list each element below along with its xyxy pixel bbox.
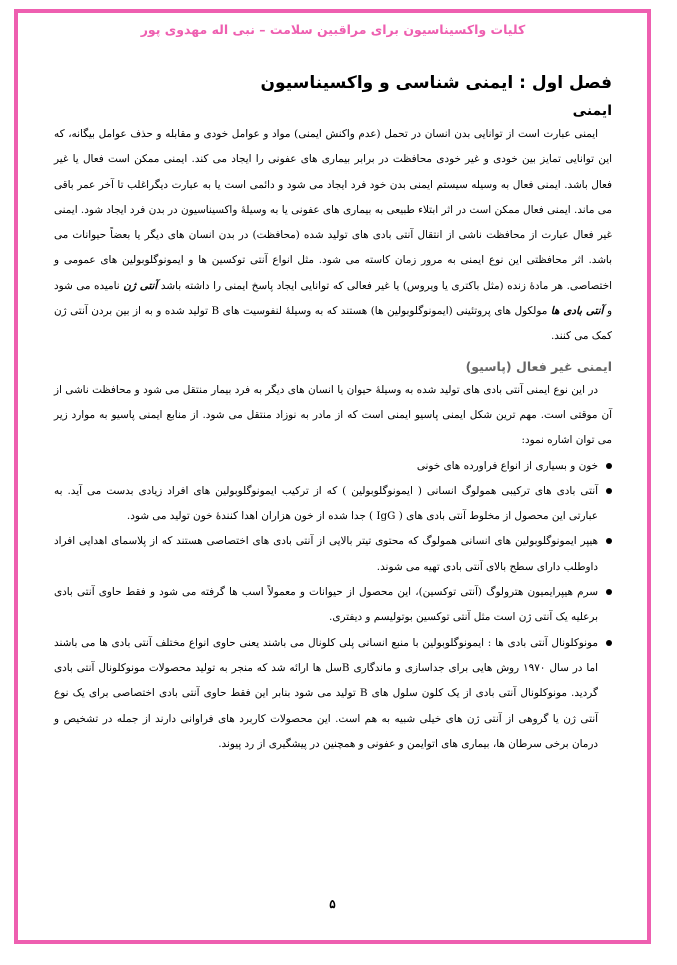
list-item-text: مونوکلونال آنتی بادی ها : ایمونوگلوبولین با منبع انسانی پلی کلونال می باشند یعنی حاوی انواع مختلف آنتی بادی ها می باشند اما در سال ۱۹۷۰ روش هایی برای جداسازی و ماندگاری Bسل ها ارائه شد که منجر به تولید محصولات مونوکلونال آنتی بادی گردید. مونوکلونال آنتی بادی از یک کلون سلول های B تولید می شود بنابر این فقط حاوی آنتی بادی اختصاصی برای یک نوع آنتی ژن یا گروهی از آنتی ژن های خیلی شبیه به هم است. این محصولات کاربرد های فراوانی دارند از جمله در تشخیص و درمان برخی سرطان ها، بیماری های اتوایمن و عفونی و همچنین در پیشگیری از رد پیوند. — [54, 636, 598, 750]
bullet-icon — [606, 463, 612, 469]
term-antibodies: آنتی بادی ها — [550, 305, 604, 318]
list-item-text: خون و بسیاری از انواع فراورده های خونی — [416, 459, 598, 472]
chapter-title: فصل اول : ایمنی شناسی و واکسیناسیون — [260, 73, 612, 93]
passive-sources-list — [54, 454, 612, 758]
term-antigen: آنتی ژن — [123, 279, 158, 292]
bullet-icon — [606, 488, 612, 494]
list-item-text: آنتی بادی های ترکیبی همولوگ انسانی ( ایمونوگلوبولین ) که از ترکیب ایمونوگلوبولین های افراد زیادی بدست می آید. به عبارتی این محصول از مخلوط آنتی بادی های ( IgG ) جدا شده از خون هزاران اهدا کنندهٔ خون تولید می شود. — [54, 484, 598, 523]
section-title: ایمنی — [572, 103, 612, 119]
list-item — [54, 529, 612, 580]
list-item-text: سرم هیپرایمیون هترولوگ (آنتی توکسین)، این محصول از حیوانات و معمولاً اسب ها گرفته می شود و فقط حاوی آنتی بادی برعلیه یک آنتی ژن است مثل آنتی توکسین بوتولیسم و دیفتری. — [54, 586, 598, 624]
passive-immunity-heading: ایمنی غیر فعال (پاسیو) — [465, 358, 612, 374]
intro-paragraph — [54, 122, 612, 350]
running-header: کلیات واکسیناسیون برای مراقبین سلامت – نبی اله مهدوی پور — [140, 22, 526, 37]
page-frame — [14, 9, 651, 944]
list-item — [54, 631, 612, 757]
bullet-icon — [606, 589, 612, 595]
passive-immunity-paragraph: در این نوع ایمنی آنتی بادی های تولید شده به وسیلهٔ حیوان یا انسان های دیگر به فرد بیمار منتقل می شود و محافظت ناشی از آن موقتی است. مهم ترین شکل ایمنی پاسیو ایمنی است که از مادر به نوزاد منتقل می شود. از منابع ایمنی پاسیو به موارد زیر می توان اشاره نمود: — [54, 383, 612, 447]
bullet-icon — [606, 640, 612, 646]
intro-body: ایمنی عبارت است از توانایی بدن انسان در تحمل (عدم واکنش ایمنی) مواد و عوامل خودی و مقابله و حذف عوامل بیگانه، که این توانایی تمایز بین خودی و غیر خودی محافظت در برابر بیماری های عفونی را ایجاد می کند. ایمنی ممکن است فعال یا غیر فعال باشد. ایمنی فعال به وسیله سیستم ایمنی بدن خود فرد ایجاد می شود و دائمی است یا به عبارت دیگراغلب تا آخر عمر باقی می ماند. ایمنی فعال ممکن است در اثر ابتلاء طبیعی به بیماری های عفونی یا به وسیلهٔ واکسیناسیون در بدن فرد ایجاد شود. ایمنی غیر فعال عبارت از محافظت ناشی از انتقال آنتی بادی های تولید شده (محافظت) در بدن انسان های دیگر یا بعضاً حیوانات می باشد. اثر محافظتی این نوع ایمنی به مرور زمان کاسته می شود. مثل انواع آنتی توکسین ها و ایمونوگلوبولین های عمومی و اختصاصی. هر مادهٔ زنده (مثل باکتری یا ویروس) یا غیر فعالی که توانایی ایجاد پاسخ ایمنی را داشته باشد — [54, 128, 612, 292]
intro-mid: نامیده می شود و — [54, 279, 612, 318]
page-number: ۵ — [329, 897, 336, 911]
list-item — [54, 580, 612, 631]
intro-tail: مولکول های پروتئینی (ایمونوگلوبولین ها) هستند که به وسیلهٔ لنفوسیت های B تولید شده و به از بین بردن آنتی ژن کمک می کنند. — [54, 305, 612, 343]
list-item — [54, 479, 612, 530]
bullet-icon — [606, 538, 612, 544]
page-content — [18, 22, 647, 757]
list-item-text: هیپر ایمونوگلوبولین های انسانی همولوگ که محتوی تیتر بالایی از آنتی بادی های اختصاصی هستند که از پلاسمای اهدایی افراد داوطلب دارای سطح بالای آنتی بادی تهیه می شوند. — [54, 535, 598, 573]
list-item — [54, 454, 612, 479]
